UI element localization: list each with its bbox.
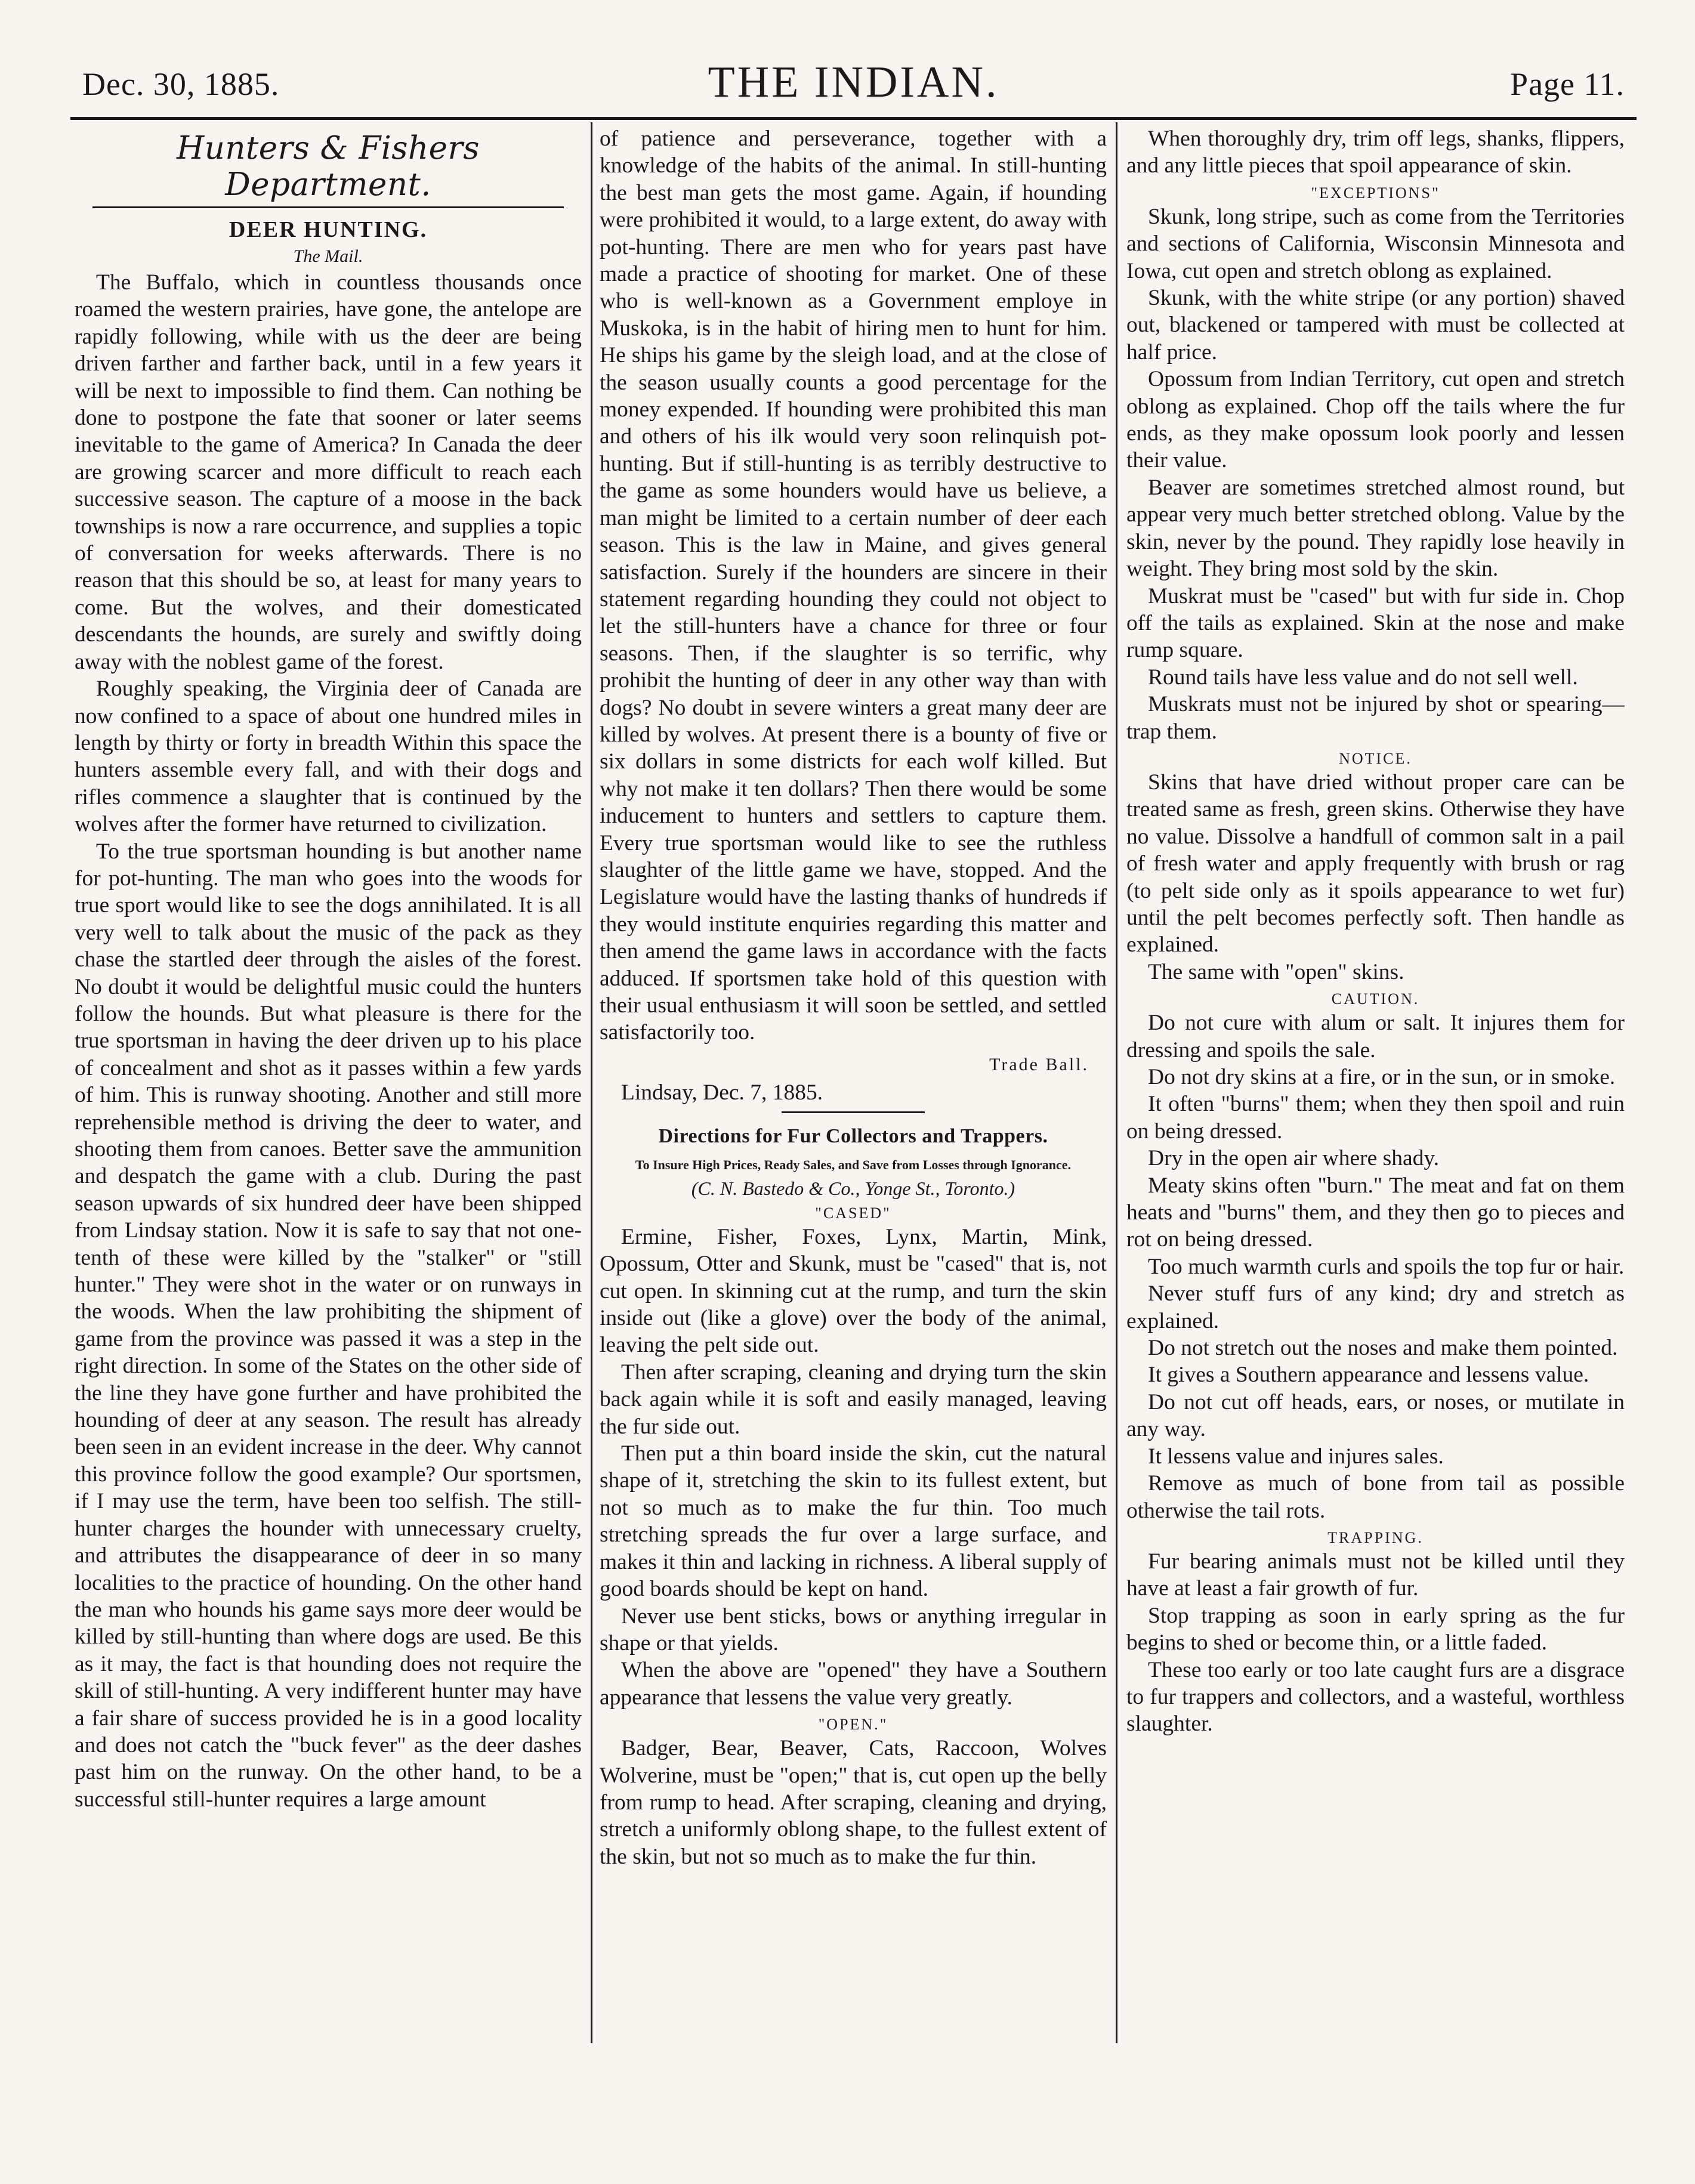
column-2 — [600, 125, 1107, 1999]
section-head-trapping: TRAPPING. — [1327, 1528, 1424, 1546]
section-head-caution: CAUTION. — [1331, 990, 1420, 1008]
column-rule-2 — [1116, 122, 1117, 2043]
fur-paragraph: Muskrat must be "cased" but with fur side in. Chop off the tails as explained. Skin at the nose and make rump square. — [1126, 583, 1625, 663]
fur-paragraph: Ermine, Fisher, Foxes, Lynx, Martin, Mink, Opossum, Otter and Skunk, must be "cased" that is, not cut open. In skinning cut at the rump, and turn the skin inside out (like a glove) over the body of the animal, leaving the pelt side out. — [600, 1224, 1107, 1358]
fur-paragraph: It often "burns" them; when they then spoil and ruin on being dressed. — [1126, 1092, 1625, 1144]
fur-paragraph: Fur bearing animals must not be killed until they have at least a fair growth of fur. — [1126, 1549, 1625, 1601]
fur-paragraph: Meaty skins often "burn." The meat and fat on them heats and "burns" them, and they then go to pieces and rot on being dressed. — [1126, 1173, 1625, 1252]
deer-paragraph: The Buffalo, which in countless thousands once roamed the western prairies, have gone, the antelope are rapidly following, while with us the deer are being driven farther and farther back, until in a few years it will be next to impossible to find them. Can nothing be done to postpone the fate that sooner or later seems inevitable to the game of America? In Canada the deer are growing scarcer and more difficult to reach each successive season. The capture of a moose in the back townships is now a rare occurrence, and supplies a topic of conversation for weeks afterwards. There is no reason that this should be so, at least for many years to come. But the wolves, and their domesticated descendants the hounds, are surely and swiftly doing away with the noblest game of the forest. — [75, 270, 582, 674]
deer-article-byline: The Mail. — [293, 246, 363, 266]
newspaper-title: THE INDIAN. — [708, 58, 999, 107]
article-separator — [782, 1111, 925, 1113]
fur-paragraph: Opossum from Indian Territory, cut open and stretch oblong as explained. Chop off the tails where the fur ends, as they make opossum look poorly and lessen their value. — [1126, 367, 1625, 473]
fur-paragraph: Muskrats must not be injured by shot or spearing—trap them. — [1126, 692, 1625, 744]
deer-article-title: DEER HUNTING. — [229, 217, 428, 242]
fur-paragraph: Then put a thin board inside the skin, cut the natural shape of it, stretching the skin to its fullest extent, but not so much as to make the fur thin. Too much stretching spreads the fur over a large surface, and makes it thin and lacking in richness. A liberal supply of good boards should be kept on hand. — [600, 1441, 1107, 1602]
fur-paragraph: Too much warmth curls and spoils the top fur or hair. — [1148, 1254, 1625, 1279]
fur-article-byline: (C. N. Bastedo & Co., Yonge St., Toronto.) — [691, 1177, 1015, 1199]
column-3 — [1126, 125, 1625, 1999]
section-head-notice: NOTICE. — [1339, 749, 1412, 767]
header-rule — [70, 117, 1637, 120]
fur-paragraph: When the above are "opened" they have a Southern appearance that lessens the value very greatly. — [600, 1658, 1107, 1710]
department-title: Hunters & Fishers Department. — [176, 130, 480, 203]
fur-paragraph: Round tails have less value and do not sell well. — [1148, 665, 1578, 690]
fur-article-title: Directions for Fur Collectors and Trappers. — [658, 1125, 1048, 1147]
fur-paragraph: It gives a Southern appearance and lessens value. — [1148, 1363, 1589, 1388]
fur-paragraph: Do not stretch out the noses and make them pointed. — [1148, 1336, 1618, 1361]
fur-paragraph: Stop trapping as soon in early spring as the fur begins to shed or become thin, or a little faded. — [1126, 1603, 1625, 1655]
deer-paragraph-continued: of patience and perseverance, together with a knowledge of the habits of the animal. In still-hunting the best man gets the most game. Again, if hounding were prohibited it would, to a large extent, do away with pot-hunting. There are men who for years past have made a practice of shooting for market. One of these who is well-known as a Government employe in Muskoka, is in the habit of hiring men to hunt for him. He ships his game by the sleigh load, and at the close of the season usually counts a good percentage for the money expended. If hounding were prohibited this man and others of his ilk would very soon relinquish pot-hunting. But if still-hunting is as terribly destructive to the game as some hounders would have us believe, a man might be limited to a certain number of deer each season. This is the law in Maine, and gives general satisfaction. Surely if the hounders are sincere in their statement regarding hounding they could not object to let the still-hunters have a chance for three or four seasons. Then, if the slaughter is so terrific, why prohibit the hunting of deer in any other way than with dogs? No doubt in severe winters a great many deer are killed by wolves. At present there is a bounty of five or six dollars in some districts for each wolf killed. But why not make it ten dollars? Then there would be some inducement to hunters and settlers to capture them. Every true sportsman would like to see the ruthless slaughter of the little game we have, stopped. And the Legislature would have the lasting thanks of hundreds if they would institute enquiries regarding this matter and then amend the game laws in accordance with the facts adduced. If sportsmen take hold of this question with their usual enthusiasm it will soon be settled, and settled satisfactorily too. — [600, 126, 1107, 1045]
column-rule-1 — [591, 122, 592, 2043]
fur-paragraph: Do not cure with alum or salt. It injures them for dressing and spoils the sale. — [1126, 1011, 1625, 1062]
section-head-exceptions: "EXCEPTIONS" — [1311, 184, 1440, 202]
fur-paragraph: It lessens value and injures sales. — [1148, 1444, 1444, 1469]
fur-paragraph: Badger, Bear, Beaver, Cats, Raccoon, Wolves Wolverine, must be "open;" that is, cut open up the belly from rump to head. After scraping, cleaning and drying, stretch a uniformly oblong shape, to the fullest extent of the skin, but not so much as to make the fur thin. — [600, 1736, 1107, 1869]
fur-paragraph: Then after scraping, cleaning and drying turn the skin back again while it is soft and easily managed, leaving the fur side out. — [600, 1360, 1107, 1439]
fur-article-subtitle: To Insure High Prices, Ready Sales, and Save from Losses through Ignorance. — [635, 1157, 1072, 1172]
deer-article-signoff: Trade Ball. — [989, 1054, 1089, 1074]
deer-article-place-date: Lindsay, Dec. 7, 1885. — [621, 1080, 823, 1105]
issue-date: Dec. 30, 1885. — [82, 66, 280, 102]
fur-paragraph: Skunk, long stripe, such as come from the Territories and sections of California, Wisconsin Minnesota and Iowa, cut open and stretch oblong as explained. — [1126, 204, 1625, 283]
deer-paragraph: To the true sportsman hounding is but another name for pot-hunting. The man who goes into the woods for true sport would like to see the dogs annihilated. It is all very well to talk about the music of the pack as they chase the startled deer through the aisles of the forest. No doubt it would be delightful music could the hunters follow the hounds. But what pleasure is there for the true sportsman in having the deer driven up to his place of concealment and shot as it passes within a few yards of him. This is runway shooting. Another and still more reprehensible method is driving the deer to water, and shooting them from canoes. Better save the ammunition and despatch the game with a club. During the past season upwards of six hundred deer have been shipped from Lindsay station. Now it is safe to say that not one-tenth of these were killed by the "stalker" or "still hunter." They were shot in the water or on runways in the woods. When the law prohibiting the shipment of game from the province was passed it was a step in the right direction. In some of the States on the other side of the line they have gone further and have prohibited the hounding of deer at any season. The result has already been seen in an evident increase in the deer. Why cannot this province follow the good example? Our sportsmen, if I may use the term, have been too selfish. The still-hunter charges the hounder with unnecessary cruelty, and attributes the disappearance of deer in so many localities to the practice of hounding. On the other hand the man who hounds his game says more deer would be killed by still-hunting than where dogs are used. Be this as it may, the fact is that hounding does not require the skill of still-hunting. A very indifferent hunter may have a fair share of success provided he is in a good locality and does not catch the "buck fever" as the deer dashes past him on the runway. On the other hand, to be a successful still-hunter requires a large amount — [75, 839, 582, 1812]
fur-paragraph: Never stuff furs of any kind; dry and stretch as explained. — [1126, 1281, 1625, 1333]
fur-paragraph: Skins that have dried without proper care can be treated same as fresh, green skins. Otherwise they have no value. Dissolve a handfull of common salt in a pail of fresh water and apply frequently with brush or rag (to pelt side only as it spoils appearance to wet fur) until the pelt becomes perfectly soft. Then handle as explained. — [1126, 770, 1625, 957]
deer-paragraph: Roughly speaking, the Virginia deer of Canada are now confined to a space of about one hundred miles in length by thirty or forty in breadth Within this space the hunters assemble every fall, and with their dogs and rifles commence a slaughter that is continued by the wolves after the former have returned to civilization. — [75, 676, 582, 837]
fur-paragraph: Skunk, with the white stripe (or any portion) shaved out, blackened or tampered with must be collected at half price. — [1126, 286, 1625, 364]
fur-paragraph: Never use bent sticks, bows or anything irregular in shape or that yields. — [600, 1604, 1107, 1655]
fur-paragraph: Dry in the open air where shady. — [1148, 1146, 1440, 1171]
page-header — [70, 52, 1637, 118]
page-number: Page 11. — [1510, 66, 1625, 102]
department-rule — [92, 206, 564, 208]
fur-paragraph: Do not cut off heads, ears, or noses, or mutilate in any way. — [1126, 1389, 1625, 1442]
fur-paragraph: Remove as much of bone from tail as possible otherwise the tail rots. — [1126, 1471, 1625, 1523]
fur-paragraph: Do not dry skins at a fire, or in the sun, or in smoke. — [1148, 1065, 1616, 1089]
fur-paragraph: These too early or too late caught furs are a disgrace to fur trappers and collectors, and a wasteful, worthless slaughter. — [1126, 1657, 1625, 1737]
fur-paragraph: When thoroughly dry, trim off legs, shanks, flippers, and any little pieces that spoil appearance of skin. — [1126, 126, 1625, 178]
section-head-cased: "CASED" — [815, 1204, 891, 1222]
fur-paragraph: The same with "open" skins. — [1148, 959, 1404, 984]
column-1 — [75, 125, 582, 1999]
fur-paragraph: Beaver are sometimes stretched almost round, but appear very much better stretched oblong. Value by the skin, never by the pound. They rapidly lose heavily in weight. They bring most sold by the skin. — [1126, 475, 1625, 582]
section-head-open: "OPEN." — [818, 1716, 888, 1734]
